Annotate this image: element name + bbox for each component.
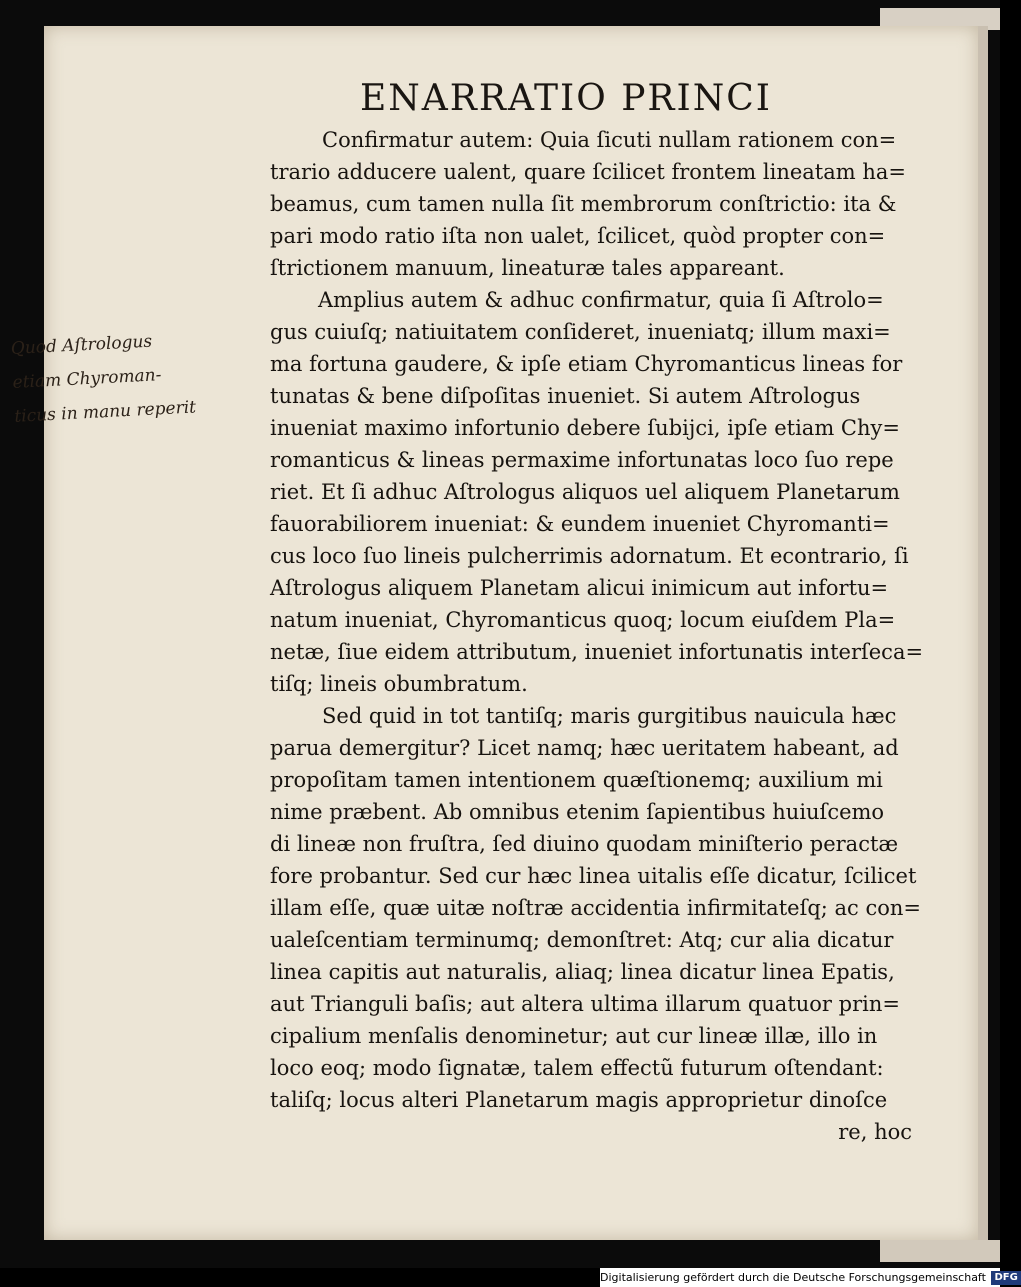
text-line: gus cuiuſq; natiuitatem conſideret, inueniatq; illum maxi= xyxy=(270,320,891,344)
text-line: ma fortuna gaudere, & ipſe etiam Chyromanticus lineas for xyxy=(270,352,903,376)
text-line: Amplius autem & adhuc confirmatur, quia ſi Aſtrolo= xyxy=(318,288,884,312)
running-title: ENARRATIO PRINCI xyxy=(360,78,773,119)
margin-note-line: etiam Chyroman- xyxy=(12,365,162,393)
text-line: netæ, ſiue eidem attributum, inueniet infortunatis interſeca= xyxy=(270,640,924,664)
body-text xyxy=(270,124,924,1148)
text-line: trario adducere ualent, quare ſcilicet frontem lineatam ha= xyxy=(270,160,906,184)
footer-text: Digitalisierung gefördert durch die Deutsche Forschungsgemeinschaft xyxy=(600,1271,986,1284)
text-line: inueniat maximo infortunio debere ſubijci, ipſe etiam Chy= xyxy=(270,416,900,440)
text-line: riet. Et ſi adhuc Aſtrologus aliquos uel aliquem Planetarum xyxy=(270,480,900,504)
footer-credit xyxy=(600,1268,1018,1287)
text-line: fore probantur. Sed cur hæc linea uitalis eſſe dicatur, ſcilicet xyxy=(270,864,917,888)
text-line: Confirmatur autem: Quia ſicuti nullam rationem con= xyxy=(322,128,897,152)
text-line: di lineæ non fruſtra, ſed diuino quodam miniſterio peractæ xyxy=(270,832,899,856)
text-line: Sed quid in tot tantiſq; maris gurgitibus nauicula hæc xyxy=(322,704,897,728)
text-line: taliſq; locus alteri Planetarum magis approprietur dinoſce xyxy=(270,1088,888,1112)
text-line: aut Trianguli baſis; aut altera ultima illarum quatuor prin= xyxy=(270,992,900,1016)
text-line: re, hoc xyxy=(838,1120,912,1144)
text-line: pari modo ratio iſta non ualet, ſcilicet, quòd propter con= xyxy=(270,224,886,248)
text-line: nime præbent. Ab omnibus etenim ſapientibus huiuſcemo xyxy=(270,800,885,824)
text-line: parua demergitur? Licet namq; hæc ueritatem habeant, ad xyxy=(270,736,899,760)
text-line: ualeſcentiam terminumq; demonſtret: Atq; cur alia dicatur xyxy=(270,928,894,952)
text-line: propoſitam tamen intentionem quæſtionemq; auxilium mi xyxy=(270,768,883,792)
margin-note-line: ticus in manu reperit xyxy=(13,397,197,427)
text-line: romanticus & lineas permaxime infortunatas loco ſuo repe xyxy=(270,448,894,472)
text-line: illam eſſe, quæ uitæ noſtræ accidentia infirmitateſq; ac con= xyxy=(270,896,922,920)
text-line: fauorabiliorem inueniat: & eundem inueniet Chyromanti= xyxy=(270,512,890,536)
text-line: tunatas & bene diſpoſitas inueniet. Si autem Aſtrologus xyxy=(270,384,861,408)
text-line: cus loco ſuo lineis pulcherrimis adornatum. Et econtrario, ſi xyxy=(270,544,909,568)
text-line: cipalium menſalis denominetur; aut cur lineæ illæ, illo in xyxy=(270,1024,878,1048)
text-line: loco eoq; modo ſignatæ, talem effectũ futurum oſtendant: xyxy=(270,1056,884,1080)
text-line: Aſtrologus aliquem Planetam alicui inimicum aut infortu= xyxy=(270,576,889,600)
margin-note-line: Quod Aſtrologus xyxy=(10,331,153,359)
handwritten-margin-note xyxy=(10,319,271,434)
text-line: ſtrictionem manuum, lineaturæ tales appareant. xyxy=(270,256,785,280)
page-edge-bottom xyxy=(880,1240,1000,1262)
text-line: tiſq; lineis obumbratum. xyxy=(270,672,528,696)
text-line: linea capitis aut naturalis, aliaq; linea dicatur linea Epatis, xyxy=(270,960,895,984)
dfg-logo: DFG xyxy=(991,1271,1020,1285)
text-line: beamus, cum tamen nulla ſit membrorum conſtrictio: ita & xyxy=(270,192,897,216)
text-line: natum inueniat, Chyromanticus quoq; locum eiuſdem Pla= xyxy=(270,608,896,632)
